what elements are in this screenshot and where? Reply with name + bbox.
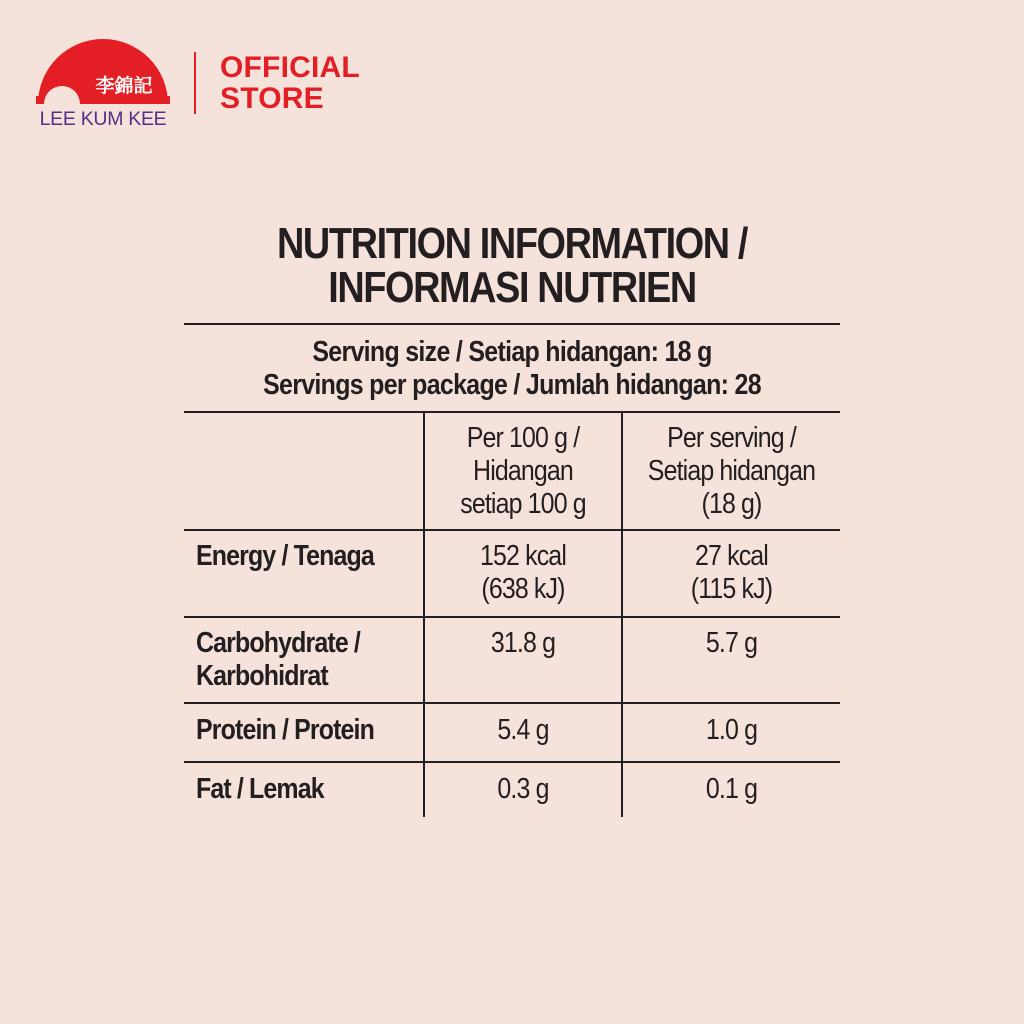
row-label-line: Fat / Lemak	[196, 773, 324, 805]
row-label-line: Protein / Protein	[196, 714, 375, 746]
chinese-brand-name: 李錦記	[95, 75, 153, 97]
cell-energy-per-100g	[439, 540, 608, 606]
row-label-energy	[196, 540, 374, 573]
official-store-badge	[220, 52, 360, 114]
row-label-fat	[196, 773, 324, 806]
column-header-line: setiap 100 g	[460, 488, 586, 520]
cell-line: (115 kJ)	[690, 573, 773, 605]
cell-line: 5.4 g	[497, 714, 549, 746]
column-header-per-100g	[439, 422, 608, 521]
column-header-line: Per 100 g /	[466, 422, 580, 454]
cell-fat-per-serving	[638, 773, 825, 806]
cell-line: 31.8 g	[490, 627, 556, 659]
cell-carbohydrate-per-100g	[439, 627, 608, 660]
brand-name: LEE KUM KEE	[39, 108, 167, 130]
column-header-line: Per serving /	[667, 422, 796, 454]
divider-top	[184, 323, 840, 325]
serving-size: Serving size / Setiap hidangan: 18 g	[312, 336, 712, 368]
row-label-protein	[196, 714, 374, 747]
cell-carbohydrate-per-serving	[638, 627, 825, 660]
column-divider-2	[621, 413, 623, 817]
row-divider-1	[184, 529, 840, 531]
column-header-line: Setiap hidangan	[647, 455, 816, 487]
row-divider-3	[184, 702, 840, 704]
cell-fat-per-100g	[439, 773, 608, 806]
column-header-line: (18 g)	[701, 488, 762, 520]
title-line-2: INFORMASI NUTRIEN	[328, 263, 696, 312]
cell-line: 1.0 g	[705, 714, 758, 746]
row-label-line: Karbohidrat	[196, 660, 328, 692]
row-label-line: Energy / Tenaga	[196, 540, 374, 572]
column-header-per-serving	[638, 422, 825, 521]
column-header-line: Hidangan	[473, 455, 573, 487]
badge-line-store: STORE	[220, 82, 324, 115]
cell-line: 152 kcal	[479, 540, 566, 572]
cell-line: 0.3 g	[497, 773, 549, 805]
row-label-carbohydrate	[196, 627, 360, 693]
cell-line: 27 kcal	[694, 540, 768, 572]
cell-line: 0.1 g	[705, 773, 758, 805]
divider-header	[184, 411, 840, 413]
brand-logo	[0, 0, 420, 150]
serving-info	[230, 336, 794, 402]
cell-protein-per-100g	[439, 714, 608, 747]
cell-line: (638 kJ)	[481, 573, 565, 605]
row-label-line: Carbohydrate /	[196, 627, 360, 659]
cell-line: 5.7 g	[705, 627, 758, 659]
cell-protein-per-serving	[638, 714, 825, 747]
page-title	[230, 219, 794, 312]
servings-per-package: Servings per package / Jumlah hidangan: 28	[263, 369, 761, 401]
lee-kum-kee-emblem-icon	[36, 34, 170, 104]
badge-line-official: OFFICIAL	[220, 51, 360, 84]
column-divider-1	[423, 413, 425, 817]
cell-energy-per-serving	[638, 540, 825, 606]
row-divider-2	[184, 616, 840, 618]
row-divider-4	[184, 761, 840, 763]
title-line-1: NUTRITION INFORMATION /	[276, 219, 748, 268]
logo-divider	[194, 52, 196, 114]
